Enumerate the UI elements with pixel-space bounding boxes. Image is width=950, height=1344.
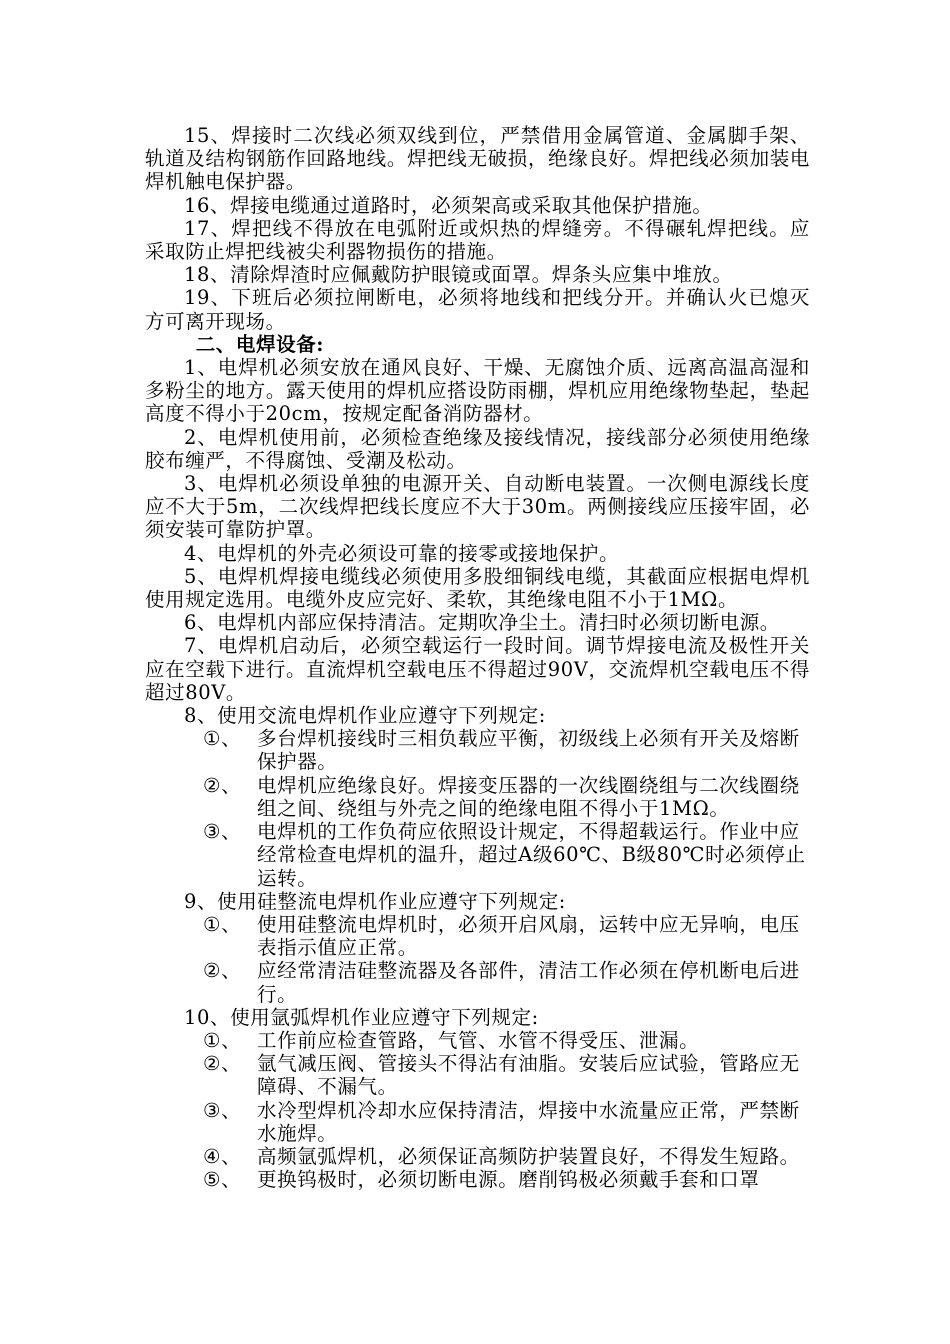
sub-item-marker: ④、 [203, 1144, 242, 1168]
sub-item-marker: ①、 [203, 1028, 242, 1052]
sub-item-text: 电焊机应绝缘良好。焊接变压器的一次线圈绕组与二次线圈绕组之间、绕组与外壳之间的绝缘电阻不得小于1MΩ。 [257, 773, 800, 820]
sub-item-marker: ②、 [203, 773, 242, 797]
sub-item [145, 1168, 810, 1191]
paragraph: 16、焊接电缆通过道路时，必须架高或采取其他保护措施。 [184, 193, 713, 217]
paragraph: 1、电焊机必须安放在通风良好、干燥、无腐蚀介质、远离高温高湿和多粉尘的地方。露天使用的焊机应搭设防雨棚，焊机应用绝缘物垫起，垫起高度不得小于20cm，按规定配备消防器材。 [145, 356, 810, 426]
sub-item [145, 727, 810, 773]
sub-item-text: 更换钨极时，必须切断电源。磨削钨极必须戴手套和口罩 [257, 1168, 760, 1192]
paragraph: 5、电焊机焊接电缆线必须使用多股细铜线电缆，其截面应根据电焊机使用规定选用。电缆外皮应完好、柔软，其绝缘电阻不小于1MΩ。 [145, 564, 810, 612]
sub-item-text: 水冷型焊机冷却水应保持清洁，焊接中水流量应正常，严禁断水施焊。 [257, 1098, 800, 1145]
sub-item-marker: ③、 [203, 1098, 242, 1122]
paragraph: 15、焊接时二次线必须双线到位，严禁借用金属管道、金属脚手架、轨道及结构钢筋作回路地线。焊把线无破损，绝缘良好。焊把线必须加装电焊机触电保护器。 [145, 124, 810, 194]
sub-item [145, 959, 810, 1005]
sub-item [145, 1052, 810, 1098]
sub-item-marker: ①、 [203, 727, 242, 751]
sub-item-text: 应经常清洁硅整流器及各部件，清洁工作必须在停机断电后进行。 [257, 959, 800, 1006]
paragraph: 17、焊把线不得放在电弧附近或炽热的焊缝旁。不得碾轧焊把线。应采取防止焊把线被尖利器物损伤的措施。 [145, 216, 810, 264]
sub-item-marker: ⑤、 [203, 1168, 242, 1192]
paragraph: 19、下班后必须拉闸断电，必须将地线和把线分开。并确认火已熄灭方可离开现场。 [145, 286, 810, 333]
sub-item [145, 1145, 810, 1168]
sub-item [145, 820, 810, 890]
sub-item-text: 多台焊机接线时三相负载应平衡，初级线上必须有开关及熔断保护器。 [257, 727, 800, 774]
sub-item [145, 1029, 810, 1052]
sub-item-text: 电焊机的工作负荷应依照设计规定，不得超载运行。作业中应经常检查电焊机的温升，超过A级60℃、B级80℃时必须停止运转。 [257, 820, 806, 890]
sub-item-marker: ①、 [203, 912, 242, 936]
paragraph: 2、电焊机使用前，必须检查绝缘及接线情况，接线部分必须使用绝缘胶布缠严，不得腐蚀、受潮及松动。 [145, 425, 810, 472]
sub-item-text: 使用硅整流电焊机时，必须开启风扇，运转中应无异响，电压表指示值应正常。 [257, 912, 800, 960]
sub-item-marker: ②、 [203, 959, 242, 983]
paragraph: 4、电焊机的外壳必须设可靠的接零或接地保护。 [184, 541, 620, 565]
paragraph: 6、电焊机内部应保持清洁。定期吹净尘土。清扫时必须切断电源。 [184, 611, 780, 635]
sub-item-marker: ②、 [203, 1052, 242, 1076]
paragraph: 3、电焊机必须设单独的电源开关、自动断电装置。一次侧电源线长度应不大于5m，二次线焊把线长度应不大于30m。两侧接线应压接牢固，必须安装可靠防护罩。 [145, 472, 810, 542]
sub-item [145, 774, 810, 820]
sub-item-text: 高频氩弧焊机，必须保证高频防护装置良好，不得发生短路。 [257, 1144, 800, 1168]
paragraph: 9、使用硅整流电焊机作业应遵守下列规定: [184, 889, 566, 913]
paragraph: 18、清除焊渣时应佩戴防护眼镜或面罩。焊条头应集中堆放。 [184, 263, 733, 287]
sub-item [145, 913, 810, 959]
sub-item-marker: ③、 [203, 820, 242, 844]
paragraph: 10、使用氩弧焊机作业应遵守下列规定: [184, 1005, 539, 1029]
sub-item-text: 氩气减压阀、管接头不得沾有油脂。安装后应试验，管路应无障碍、不漏气。 [257, 1052, 800, 1099]
paragraph: 8、使用交流电焊机作业应遵守下列规定: [184, 704, 546, 728]
paragraph: 7、电焊机启动后，必须空载运行一段时间。调节焊接电流及极性开关应在空载下进行。直流焊机空载电压不得超过90V，交流焊机空载电压不得超过80V。 [145, 634, 810, 704]
sub-item-text: 工作前应检查管路，气管、水管不得受压、泄漏。 [257, 1028, 700, 1052]
section-heading: 二、电焊设备: [195, 332, 325, 356]
document-page [145, 124, 810, 1191]
sub-item [145, 1099, 810, 1145]
